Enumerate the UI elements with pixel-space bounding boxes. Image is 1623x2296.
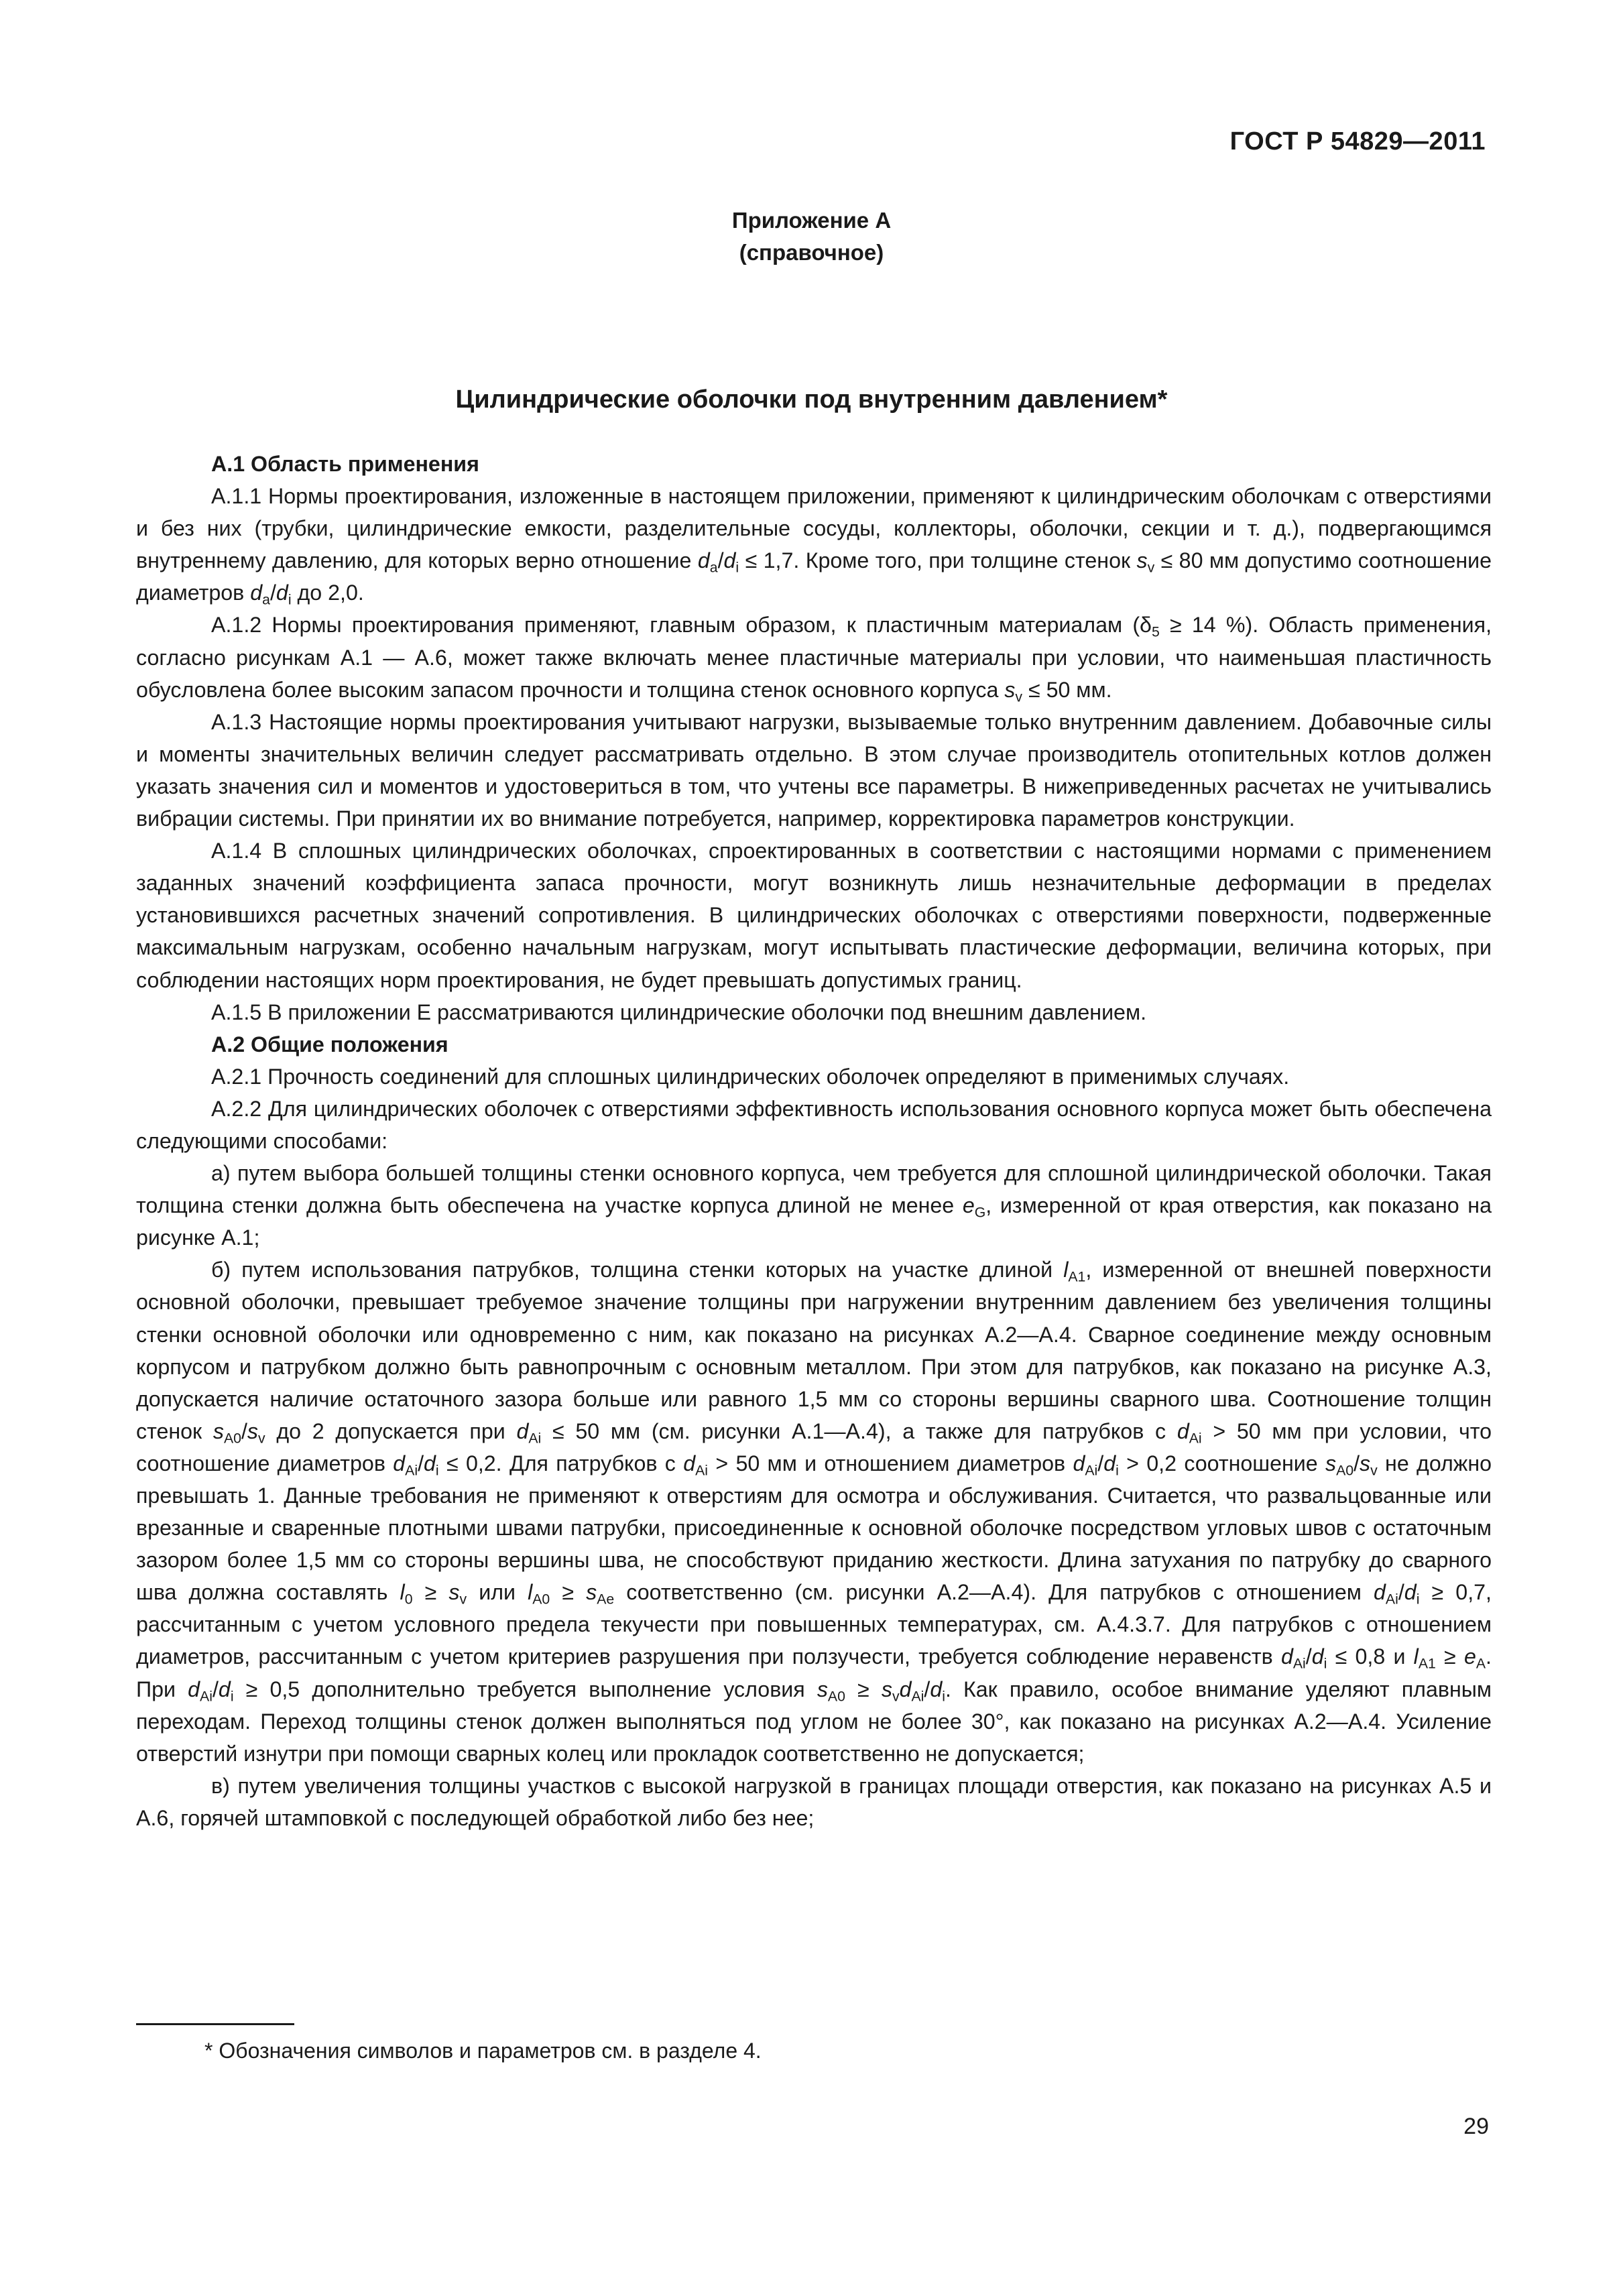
paragraph-a1-2: А.1.2 Нормы проектирования применяют, главным образом, к пластичным материалам ($\delta_5 \ge 14$ %). Область применения, согласно рисункам А.1 — А.6, может также включать менее пластичные материалы при условии, что наименьшая пластичность обусловлена более высоким запасом прочности и толщина стенок основного корпуса $s_v \le 50$ мм. [136,613,1492,705]
footnote-divider [136,2023,294,2025]
list-item-a: а) путем выбора большей толщины стенки основного корпуса, чем требуется для сплошной цилиндрической оболочки. Такая толщина стенки должна быть обеспечена на участке корпуса длиной не менее $e_G$, измеренной от края отверстия, как показано на рисунке А.1; [136,1161,1492,1250]
footnote: * Обозначения символов и параметров см. в разделе 4. [204,2039,762,2063]
appendix-title: Приложение А [731,208,892,233]
list-item-b: б) путем использования патрубков, толщина стенки которых на участке длиной $l_{A1}$, измеренной от внешней поверхности основной оболочки, превышает требуемое значение толщины при нагружении внутренним давлением без увеличения толщины стенки основной оболочки или одновременно с ним, как показано на рисунках А.2—А.4. Сварное соединение между основным корпусом и патрубком должно быть равнопрочным с основным металлом. При этом для патрубков, как показано на рисунке А.3, допускается наличие остаточного зазора больше или равного 1,5 мм со стороны вершины сварного шва. Соотношение толщин стенок $s_{A0}/s_v$ до 2 допускается при $d_{Ai} \le 50$ мм (см. рисунки А.1—А.4), а также для патрубков с $d_{Ai} > 50$ мм при условии, что соотношение диаметров $d_{Ai}/d_i \le 0,2$. Для патрубков с $d_{Ai} > 50$ мм и отношением диаметров $d_{Ai}/d_i > 0,2$ соотношение $s_{A0}/s_v$ не должно превышать 1. Данные требования не применяют к отверстиям для осмотра и обслуживания. Считается, что развальцованные или врезанные и сваренные плотными швами патрубки, присоединенные к основной оболочке посредством угловых швов с остаточным зазором более 1,5 мм со стороны вершины шва, не способствуют приданию жесткости. Длина затухания по патрубку до сварного шва должна составлять $l_0 \ge s_v$ или $l_{A0} \ge s_{Ae}$ соответственно (см. рисунки А.2—А.4). Для патрубков с отношением $d_{Ai}/d_i \ge 0,7$, рассчитанным с учетом условного предела текучести при повышенных температурах, см. А.4.3.7. Для патрубков с отношением диаметров, рассчитанным с учетом критериев разрушения при ползучести, требуется соблюдение неравенств $d_{Ai}/d_i \le 0,8$ и $l_{A1} \ge e_A$. При $d_{Ai}/d_i \ge 0,5$ дополнительно требуется выполнение условия $s_{A0} \ge s_vd_{Ai}/d_i$. Как правило, особое внимание уделяют плавным переходам. Переход толщины стенок должен выполняться под углом не более 30°, как показано на рисунках А.2—А.4. Усиление отверстий изнутри при помощи сварных колец или прокладок соответственно не допускается; [136,1258,1492,1766]
paragraph-a1-4: А.1.4 В сплошных цилиндрических оболочках, спроектированных в соответствии с настоящими нормами с применением заданных значений коэффициента запаса прочности, могут возникнуть лишь незначительные деформации в пределах установившихся расчетных значений сопротивления. В цилиндрических оболочках с отверстиями поверхности, подверженные максимальным нагрузкам, особенно начальным нагрузкам, могут испытывать пластические деформации, величина которых, при соблюдении настоящих норм проектирования, не будет превышать допустимых границ. [136,839,1492,992]
paragraph-a2-1: А.2.1 Прочность соединений для сплошных цилиндрических оболочек определяют в применимых случаях. [211,1064,1290,1089]
paragraph-a1-3: А.1.3 Настоящие нормы проектирования учитывают нагрузки, вызываемые только внутренним давлением. Добавочные силы и моменты значительных величин следует рассматривать отдельно. В этом случае производитель отопительных котлов должен указать значения сил и моментов и удостовериться в том, что учтены все параметры. В нижеприведенных расчетах не учитывались вибрации системы. При принятии их во внимание потребуется, например, корректировка параметров конструкции. [136,709,1492,831]
paragraph-a1-5: А.1.5 В приложении Е рассматриваются цилиндрические оболочки под внешним давлением. [211,1000,1147,1024]
main-title: Цилиндрические оболочки под внутренним давлением* [455,385,1168,414]
document-standard-id: ГОСТ Р 54829—2011 [1229,127,1486,156]
appendix-heading [0,204,1623,269]
appendix-kind: (справочное) [739,240,884,265]
paragraph-a1-1: А.1.1 Нормы проектирования, изложенные в настоящем приложении, применяют к цилиндрическим оболочкам с отверстиями и без них (трубки, цилиндрические емкости, разделительные сосуды, коллекторы, оболочки, секции и т. д.), подвергающимся внутреннему давлению, для которых верно отношение $d_a/d_i \le 1,7$. Кроме того, при толщине стенок $s_v \le 80$ мм допустимо соотношение диаметров $d_a/d_i$ до 2,0. [136,484,1492,608]
section-heading-a2: А.2 Общие положения [211,1032,448,1056]
paragraph-a2-2: А.2.2 Для цилиндрических оболочек с отверстиями эффективность использования основного корпуса может быть обеспечена следующими способами: [136,1096,1492,1153]
document-body [136,448,1492,1834]
page-number: 29 [1463,2114,1489,2139]
section-heading-a1: А.1 Область применения [211,452,479,476]
list-item-c: в) путем увеличения толщины участков с высокой нагрузкой в границах площади отверстия, как показано на рисунках А.5 и А.6, горячей штамповкой с последующей обработкой либо без нее; [136,1773,1492,1830]
